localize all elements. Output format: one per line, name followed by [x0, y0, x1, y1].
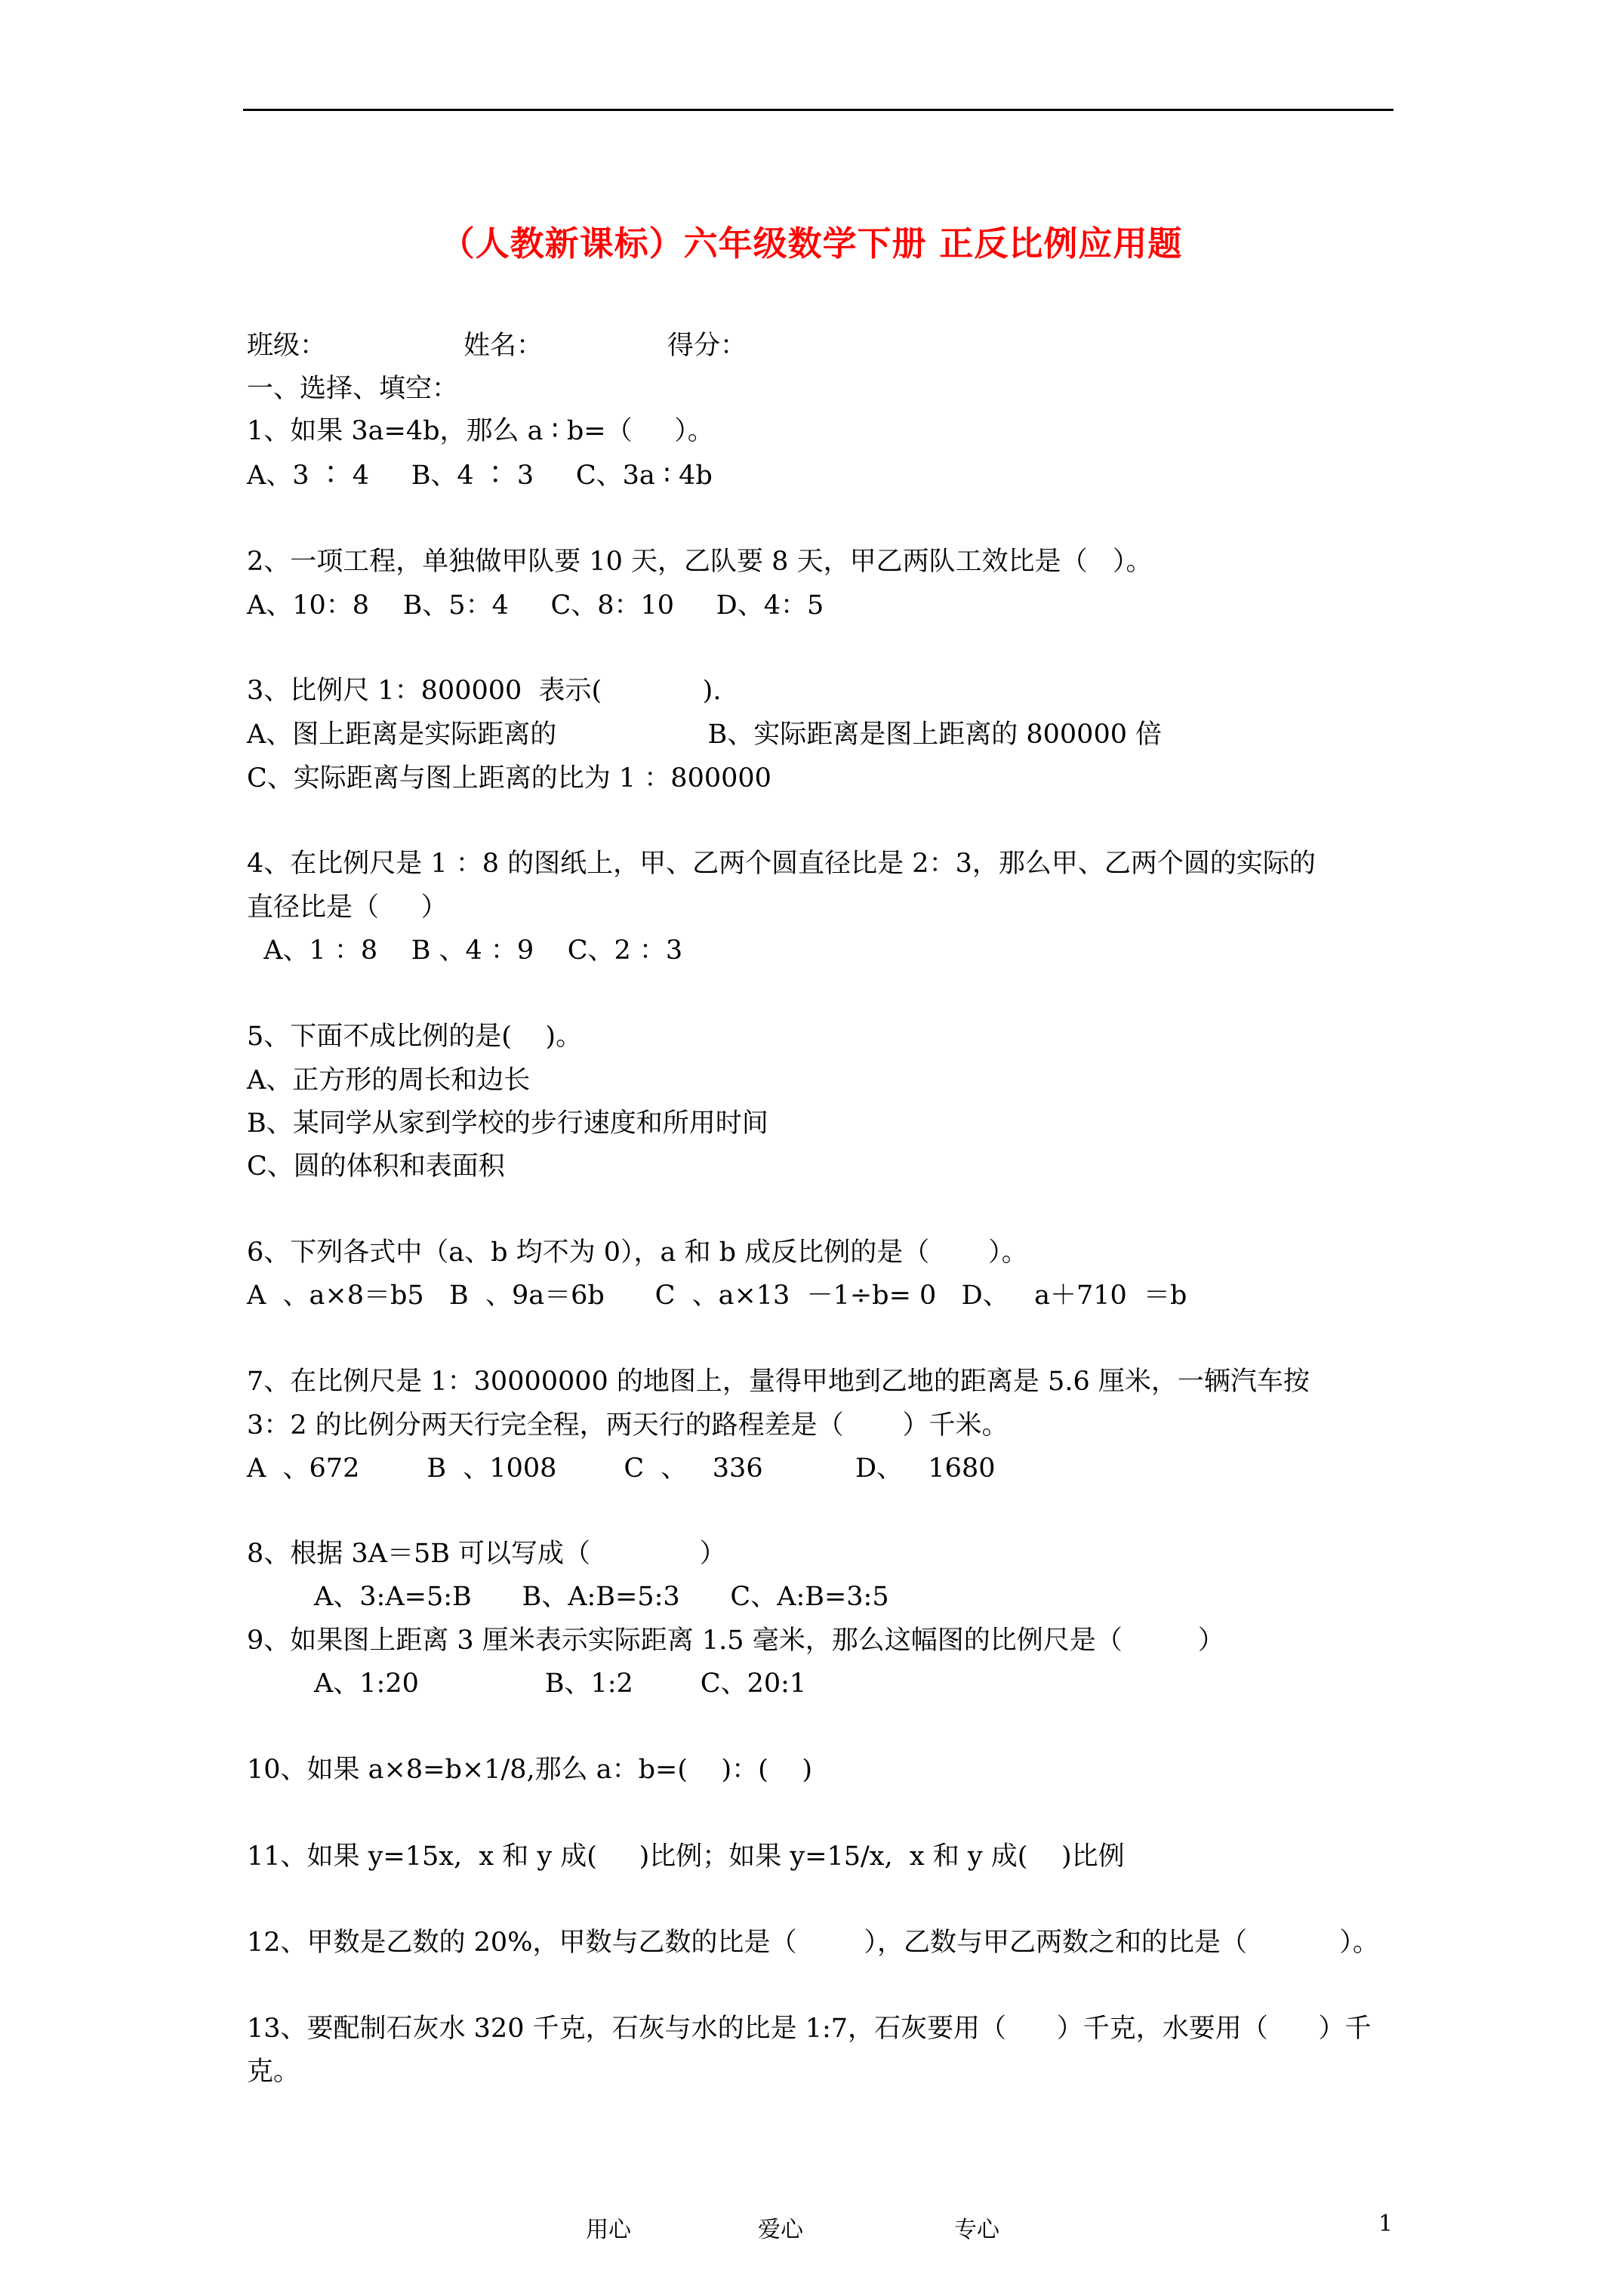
question-3: 3、比例尺 1：800000 表示( ). [247, 676, 722, 706]
question-4-options: A、1 ：8 B 、4 ：9 C、2 ：3 [247, 935, 683, 966]
question-7-cont: 3：2 的比例分两天行完全程，两天行的路程差是（ ）千米。 [247, 1410, 1009, 1441]
footer-item-3: 专心 [954, 2217, 999, 2243]
class-label: 班级： [247, 331, 327, 361]
question-10: 10、如果 a×8=b×1/8,那么 a：b=( )：( ) [247, 1755, 812, 1785]
question-6: 6、下列各式中（a、b 均不为 0），a 和 b 成反比例的是（ ）。 [247, 1237, 1028, 1268]
question-4: 4、在比例尺是 1 ：8 的图纸上，甲、乙两个圆直径比是 2：3，那么甲、乙两个圆的实际的 [247, 849, 1316, 879]
footer-item-1: 用心 [586, 2217, 631, 2243]
question-3-option-ab: A、图上距离是实际距离的 B、实际距离是图上距离的 800000 倍 [247, 720, 1163, 750]
question-8: 8、根据 3A＝5B 可以写成（ ） [247, 1539, 726, 1569]
page-number: 1 [1378, 2211, 1394, 2237]
question-9-options: A、1:20 B、1:2 C、20:1 [247, 1669, 807, 1699]
question-2-options: A、10：8 B、5：4 C、8：10 D、4：5 [247, 590, 824, 621]
question-3-option-c: C、实际距离与图上距离的比为 1 ：800000 [247, 763, 771, 794]
question-13: 13、要配制石灰水 320 千克，石灰与水的比是 1:7，石灰要用（ ）千克，水要用（ ）千 [247, 2014, 1372, 2044]
footer-item-2: 爱心 [758, 2217, 803, 2243]
question-13-cont: 克。 [247, 2057, 300, 2087]
question-11: 11、如果 y=15x, x 和 y 成( )比例；如果 y=15/x, x 和 y 成( )比例 [247, 1841, 1125, 1872]
question-5-option-a: A、正方形的周长和边长 [247, 1065, 531, 1096]
question-1-options: A、3 ∶ 4 B、4 ∶ 3 C、3a ∶ 4b [247, 461, 713, 491]
question-8-options: A、3:A=5:B B、A:B=5:3 C、A:B=3:5 [247, 1582, 889, 1612]
section-heading: 一、选择、填空： [247, 374, 459, 404]
header-rule [243, 109, 1394, 111]
question-12: 12、甲数是乙数的 20%，甲数与乙数的比是（ ），乙数与甲乙两数之和的比是（ ）。 [247, 1928, 1379, 1958]
question-9: 9、如果图上距离 3 厘米表示实际距离 1.5 毫米，那么这幅图的比例尺是（ ） [247, 1626, 1224, 1656]
question-4-cont: 直径比是（ ） [247, 892, 448, 923]
question-7: 7、在比例尺是 1：30000000 的地图上，量得甲地到乙地的距离是 5.6 厘米，一辆汽车按 [247, 1367, 1310, 1397]
question-1-text: 1、如果 3a=4b，那么 a ∶ b=（ ）。 [247, 416, 714, 446]
score-label: 得分： [667, 331, 747, 361]
question-5: 5、下面不成比例的是( )。 [247, 1022, 583, 1052]
question-2: 2、一项工程，单独做甲队要 10 天，乙队要 8 天，甲乙两队工效比是（ ）。 [247, 547, 1153, 577]
question-5-option-c: C、圆的体积和表面积 [247, 1151, 505, 1182]
question-7-options: A 、672 B 、1008 C 、 336 D、 1680 [247, 1453, 996, 1484]
question-6-options: A 、a×8＝b5 B 、9a＝6b C 、a×13 －1÷b= 0 D、 a＋710 ＝b [247, 1281, 1187, 1311]
question-5-option-b: B、某同学从家到学校的步行速度和所用时间 [247, 1108, 768, 1139]
name-label: 姓名： [463, 331, 544, 361]
page-title: （人教新课标）六年级数学下册 正反比例应用题 [440, 223, 1183, 264]
